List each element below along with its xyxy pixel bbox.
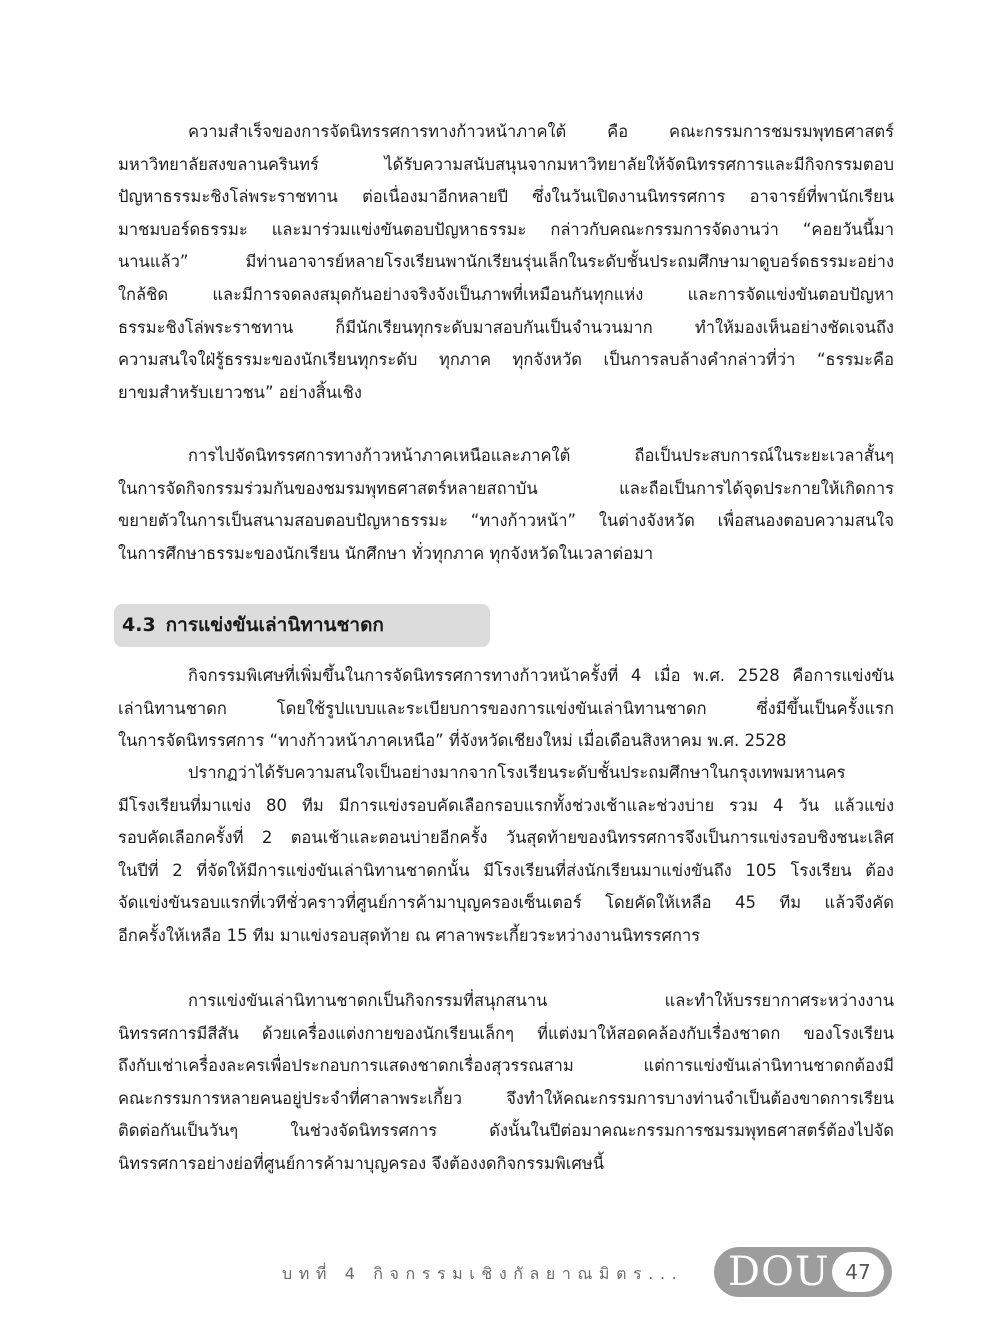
paragraph-line: นิทรรศการมีสีสัน ด้วยเครื่องแต่งกายของนักเรียนเล็กๆ ที่แต่งมาให้สอดคล้องกับเรื่องชาดก ของโรงเรียน <box>118 1023 894 1043</box>
paragraph-line: ธรรมะชิงโล่พระราชทาน ก็มีนักเรียนทุกระดับมาสอบกันเป็นจำนวนมาก ทำให้มองเห็นอย่างชัดเจนถึง <box>118 317 894 337</box>
paragraph-line: มาชมบอร์ดธรรมะ และมาร่วมแข่งขันตอบปัญหาธรรมะ กล่าวกับคณะกรรมการจัดงานว่า “คอยวันนี้มา <box>118 219 894 239</box>
section-paragraph-3 <box>118 985 894 1181</box>
paragraph-line: ปรากฏว่าได้รับความสนใจเป็นอย่างมากจากโรงเรียนระดับชั้นประถมศึกษาในกรุงเทพมหานคร <box>188 763 846 782</box>
section-paragraph-1 <box>118 660 894 758</box>
paragraph-line: ยาขมสำหรับเยาวชน” อย่างสิ้นเชิง <box>118 382 362 402</box>
paragraph-line: ขยายตัวในการเป็นสนามสอบตอบปัญหาธรรมะ “ทางก้าวหน้า” ในต่างจังหวัด เพื่อสนองตอบความสนใจ <box>118 511 894 531</box>
paragraph-line: ในการจัดกิจกรรมร่วมกันของชมรมพุทธศาสตร์หลายสถาบัน และถือเป็นการได้จุดประกายให้เกิดการ <box>118 478 894 498</box>
paragraph-line: ความสำเร็จของการจัดนิทรรศการทางก้าวหน้าภาคใต้ คือ คณะกรรมการชมรมพุทธศาสตร์ <box>188 122 894 141</box>
paragraph-line: ปัญหาธรรมะชิงโล่พระราชทาน ต่อเนื่องมาอีกหลายปี ซึ่งในวันเปิดงานนิทรรศการ อาจารย์ที่พานักเรียน <box>118 187 894 207</box>
paragraph-line: จัดแข่งขันรอบแรกที่เวทีชั่วคราวที่ศูนย์การค้ามาบุญครองเซ็นเตอร์ โดยคัดให้เหลือ 45 ทีม แล้วจึงคัด <box>118 893 894 913</box>
paragraph-line: คณะกรรมการหลายคนอยู่ประจำที่ศาลาพระเกี้ยว จึงทำให้คณะกรรมการบางท่านจำเป็นต้องขาดการเรียน <box>118 1088 894 1108</box>
section-number: 4.3 <box>122 614 156 636</box>
paragraph-line: ความสนใจใฝ่รู้ธรรมะของนักเรียนทุกระดับ ทุกภาค ทุกจังหวัด เป็นการลบล้างคำกล่าวที่ว่า “ธรรมะคือ <box>118 350 894 370</box>
footer-badge <box>714 1247 892 1297</box>
paragraph-line: ในการศึกษาธรรมะของนักเรียน นักศึกษา ทั่วทุกภาค ทุกจังหวัดในเวลาต่อมา <box>118 543 654 563</box>
paragraph-line: มหาวิทยาลัยสงขลานครินทร์ ได้รับความสนับสนุนจากมหาวิทยาลัยให้จัดนิทรรศการและมีกิจกรรมตอบ <box>118 154 894 174</box>
section-paragraph-2 <box>118 757 894 953</box>
page-number: 47 <box>832 1252 884 1292</box>
paragraph-line: เล่านิทานชาดก โดยใช้รูปแบบและระเบียบการของการแข่งขันเล่านิทานชาดก ซึ่งมีขึ้นเป็นครั้งแรก <box>118 698 894 718</box>
paragraph-line: รอบคัดเลือกครั้งที่ 2 ตอนเช้าและตอนบ่ายอีกครั้ง วันสุดท้ายของนิทรรศการจึงเป็นการแข่งรอบชิงชนะเลิศ <box>118 828 894 848</box>
paragraph-line: ในปีที่ 2 ที่จัดให้มีการแข่งขันเล่านิทานชาดกนั้น มีโรงเรียนที่ส่งนักเรียนมาแข่งขันถึง 105 โรงเรียน ต้อง <box>118 860 894 880</box>
paragraph-line: ถึงกับเช่าเครื่องละครเพื่อประกอบการแสดงชาดกเรื่องสุวรรณสาม แต่การแข่งขันเล่านิทานชาดกต้องมี <box>118 1056 894 1076</box>
paragraph-line: การแข่งขันเล่านิทานชาดกเป็นกิจกรรมที่สนุกสนาน และทำให้บรรยากาศระหว่างงาน <box>188 991 894 1010</box>
paragraph-line: กิจกรรมพิเศษที่เพิ่มขึ้นในการจัดนิทรรศการทางก้าวหน้าครั้งที่ 4 เมื่อ พ.ศ. 2528 คือการแข่งขัน <box>188 666 894 685</box>
paragraph-line: การไปจัดนิทรรศการทางก้าวหน้าภาคเหนือและภาคใต้ ถือเป็นประสบการณ์ในระยะเวลาสั้นๆ <box>188 446 894 465</box>
footer-chapter-title: บทที่ 4 กิจกรรมเชิงกัลยาณมิตร... <box>282 1264 684 1283</box>
paragraph-line: ใกล้ชิด และมีการจดลงสมุดกันอย่างจริงจังเป็นภาพที่เหมือนกันทุกแห่ง และการจัดแข่งขันตอบปัญหา <box>118 284 894 304</box>
section-title: การแข่งขันเล่านิทานชาดก <box>165 614 384 636</box>
paragraph-line: นานแล้ว” มีท่านอาจารย์หลายโรงเรียนพานักเรียนรุ่นเล็กในระดับชั้นประถมศึกษามาดูบอร์ดธรรมะอย่าง <box>118 252 894 272</box>
paragraph-line: อีกครั้งให้เหลือ 15 ทีม มาแข่งรอบสุดท้าย ณ ศาลาพระเกี้ยวระหว่างงานนิทรรศการ <box>118 925 701 945</box>
paragraph-line: มีโรงเรียนที่มาแข่ง 80 ทีม มีการแข่งรอบคัดเลือกรอบแรกทั้งช่วงเช้าและช่วงบ่าย รวม 4 วัน แล้วแข่ง <box>118 795 894 815</box>
brand-logo: DOU <box>728 1249 830 1295</box>
paragraph-line: ติดต่อกันเป็นวันๆ ในช่วงจัดนิทรรศการ ดังนั้นในปีต่อมาคณะกรรมการชมรมพุทธศาสตร์ต้องไปจัด <box>118 1121 894 1141</box>
paragraph-1 <box>118 116 894 409</box>
section-heading <box>114 604 490 647</box>
paragraph-line: นิทรรศการอย่างย่อที่ศูนย์การค้ามาบุญครอง จึงต้องงดกิจกรรมพิเศษนี้ <box>118 1153 605 1173</box>
paragraph-2 <box>118 440 894 570</box>
paragraph-line: ในการจัดนิทรรศการ “ทางก้าวหน้าภาคเหนือ” ที่จังหวัดเชียงใหม่ เมื่อเดือนสิงหาคม พ.ศ. 2528 <box>118 731 787 751</box>
